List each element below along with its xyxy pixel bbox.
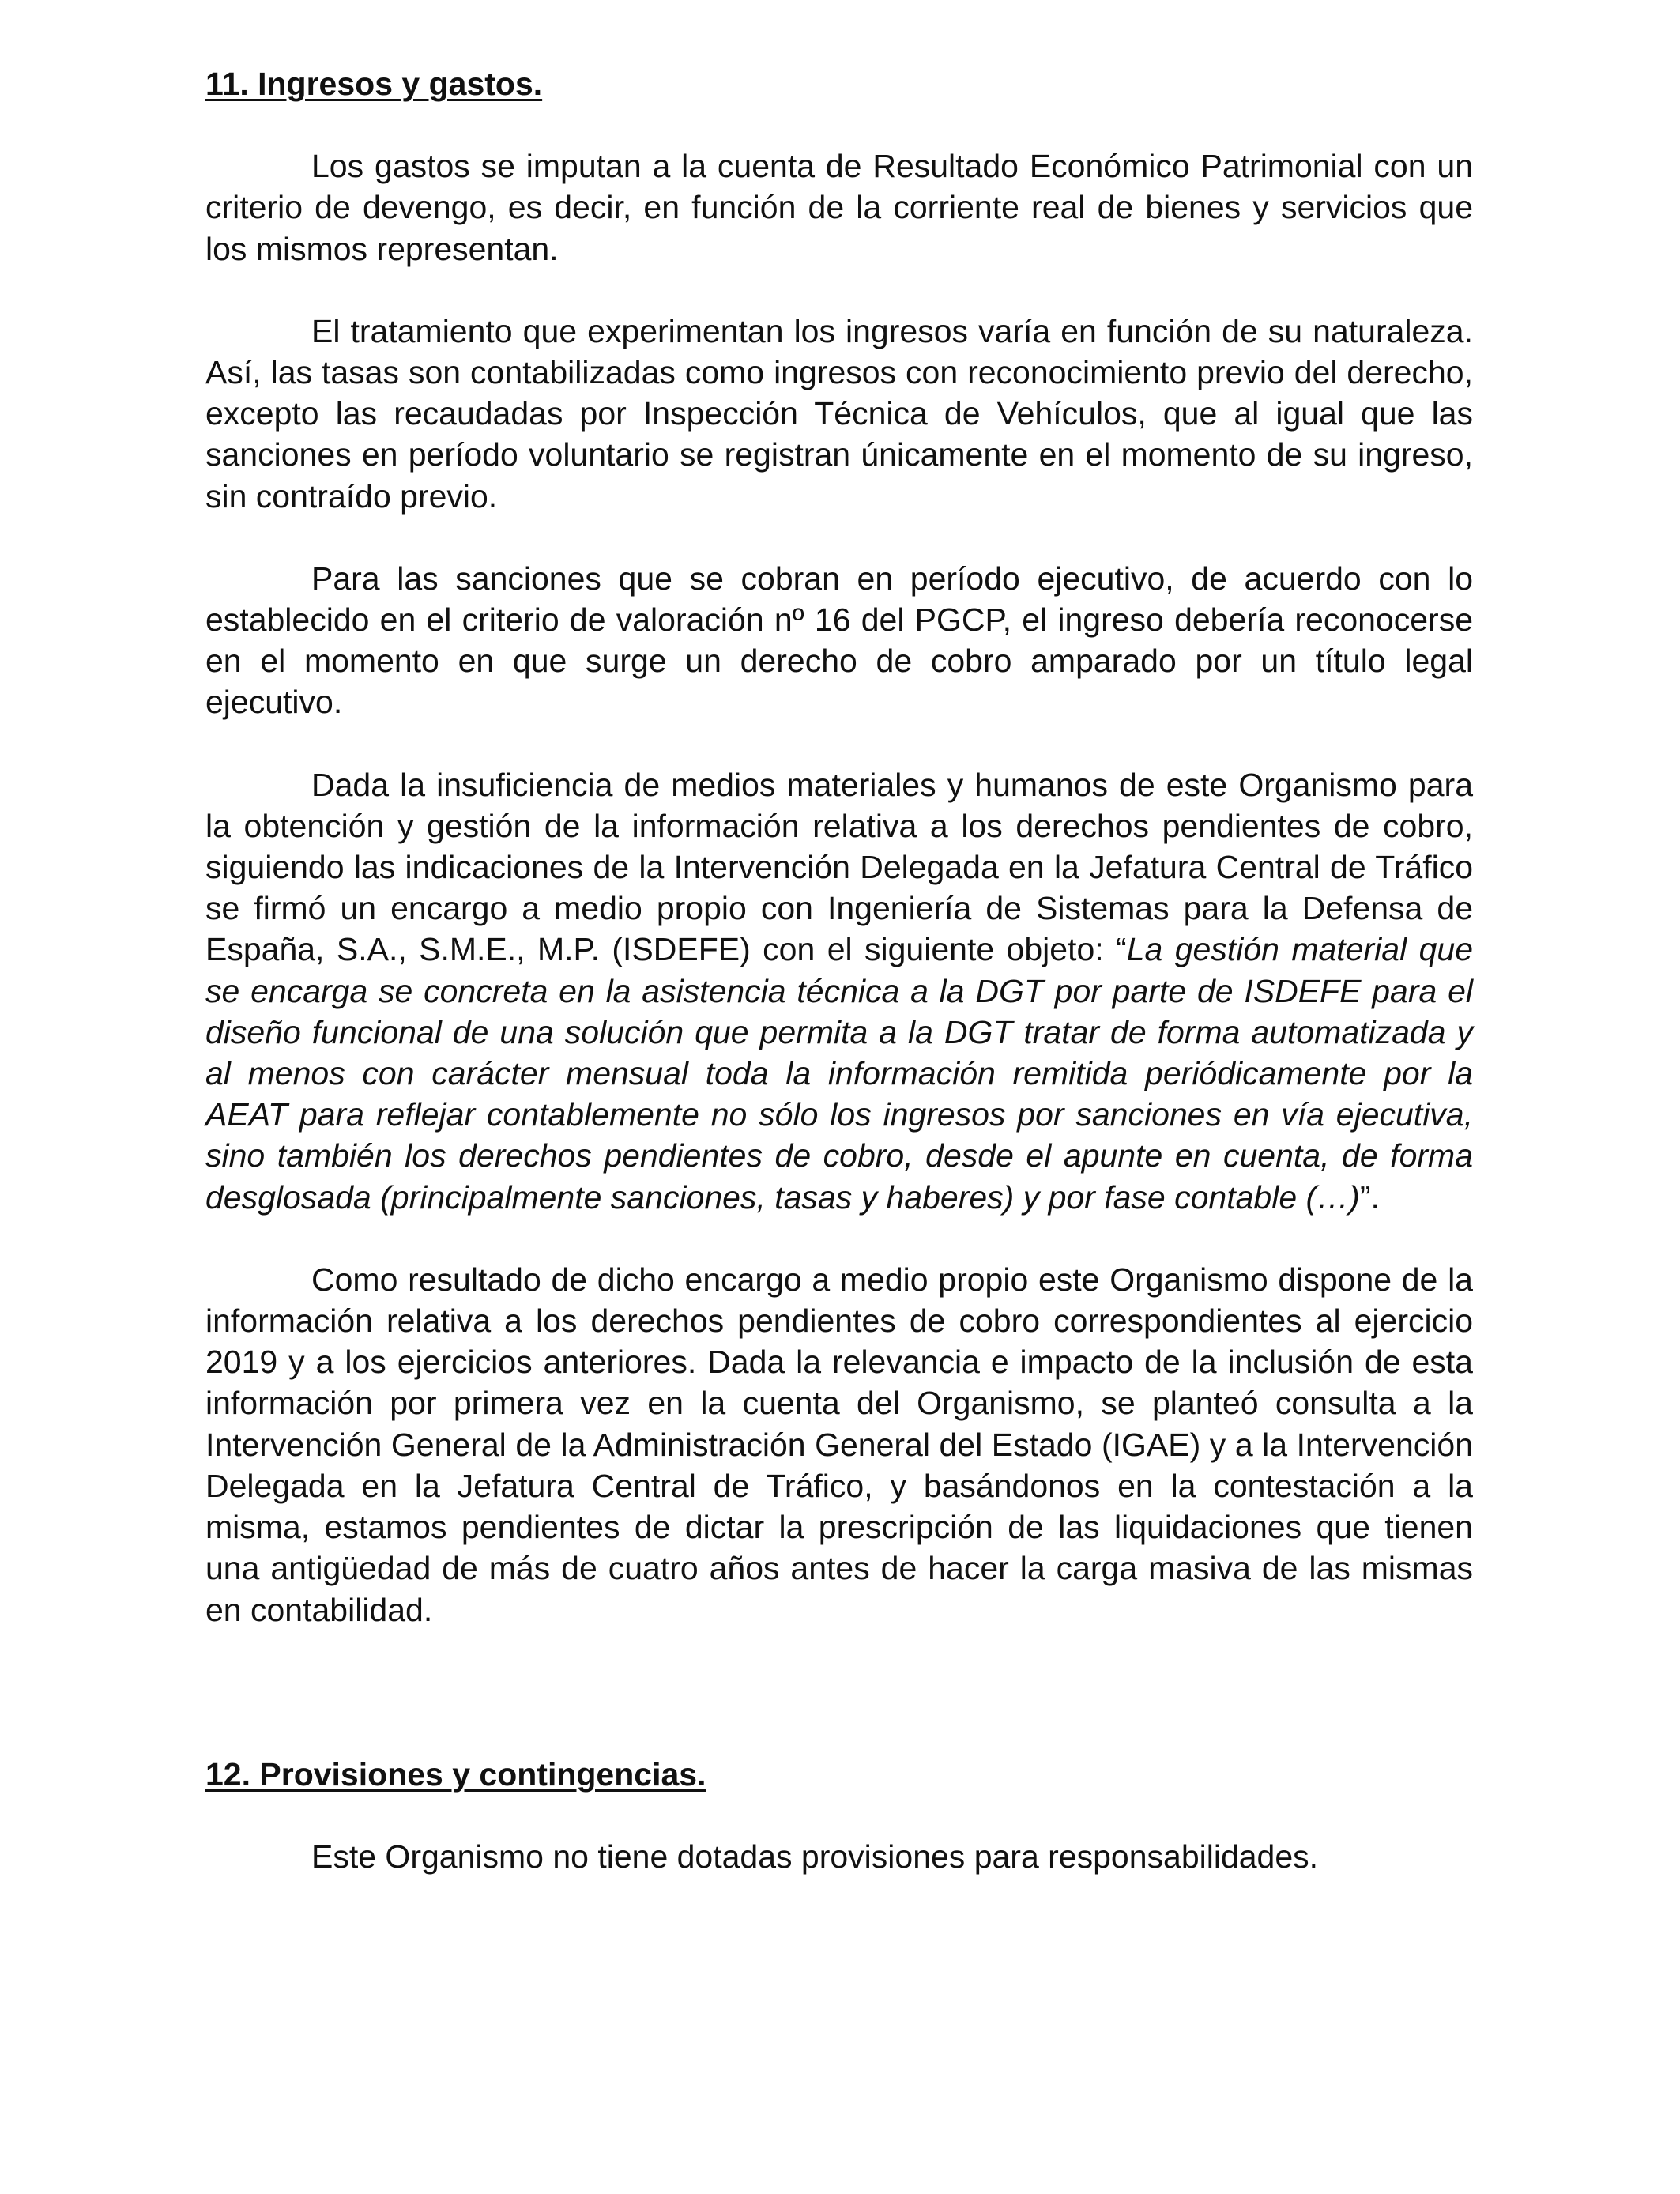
section-11-paragraph-5: Como resultado de dicho encargo a medio propio este Organismo dispone de la información relativa a los derechos pendientes de cobro correspondientes al ejercicio 2019 y a los ejercicios anteriores. Dada la relevancia e impacto de la inclusión de esta información por primera vez en la cuenta del Organismo, se planteó consulta a la Intervención General de la Administración General del Estado (IGAE) y a la Intervención Delegada en la Jefatura Central de Tráfico, y basándonos en la contestación a la misma, estamos pendientes de dictar la prescripción de las liquidaciones que tienen una antigüedad de más de cuatro años antes de hacer la carga masiva de las mismas en contabilidad. [205, 1261, 1473, 1628]
spacer [205, 104, 1473, 145]
spacer [205, 517, 1473, 558]
paragraph-4-quote: La gestión material que se encarga se concreta en la asistencia técnica a la DGT por parte de ISDEFE para el diseño funcional de una solución que permita a la DGT tratar de forma automatizada y al menos con carácter mensual toda la información remitida periódicamente por la AEAT para reflejar contablemente no sólo los ingresos por sanciones en vía ejecutiva, sino también los derechos pendientes de cobro, desde el apunte en cuenta, de forma desglosada (principalmente sanciones, tasas y haberes) y por fase contable (…) [205, 931, 1473, 1216]
spacer [205, 723, 1473, 764]
paragraph-4-end: ”. [1359, 1178, 1380, 1216]
paragraph-4-intro: Dada la insuficiencia de medios materiales y humanos de este Organismo para la obtención y gestión de la información relativa a los derechos pendientes de cobro, siguiendo las indicaciones de la Intervención Delegada en la Jefatura Central de Tráfico se firmó un encargo a medio propio con Ingeniería de Sistemas para la Defensa de España, S.A., S.M.E., M.P. (ISDEFE) con el siguiente objeto: “ [205, 766, 1473, 968]
section-12-paragraph-1: Este Organismo no tiene dotadas provisiones para responsabilidades. [311, 1838, 1319, 1875]
section-11-paragraph-3: Para las sanciones que se cobran en período ejecutivo, de acuerdo con lo establecido en el criterio de valoración nº 16 del PGCP, el ingreso debería reconocerse en el momento en que surge un derecho de cobro amparado por un título legal ejecutivo. [205, 560, 1473, 721]
document-page [205, 63, 1473, 1877]
spacer [205, 1218, 1473, 1259]
spacer [205, 270, 1473, 311]
section-12-heading: 12. Provisiones y contingencias. [205, 1755, 706, 1793]
section-11-paragraph-2: El tratamiento que experimentan los ingresos varía en función de su naturaleza. Así, las tasas son contabilizadas como ingresos con reconocimiento previo del derecho, excepto las recaudadas por Inspección Técnica de Vehículos, que al igual que las sanciones en período voluntario se registran únicamente en el momento de su ingreso, sin contraído previo. [205, 312, 1473, 515]
section-11-heading: 11. Ingresos y gastos. [205, 66, 543, 102]
section-11-paragraph-4 [205, 764, 1473, 1218]
section-11-paragraph-1: Los gastos se imputan a la cuenta de Resultado Económico Patrimonial con un criterio de devengo, es decir, en función de la corriente real de bienes y servicios que los mismos representan. [205, 148, 1473, 267]
spacer [205, 1795, 1473, 1836]
spacer [205, 1630, 1473, 1754]
